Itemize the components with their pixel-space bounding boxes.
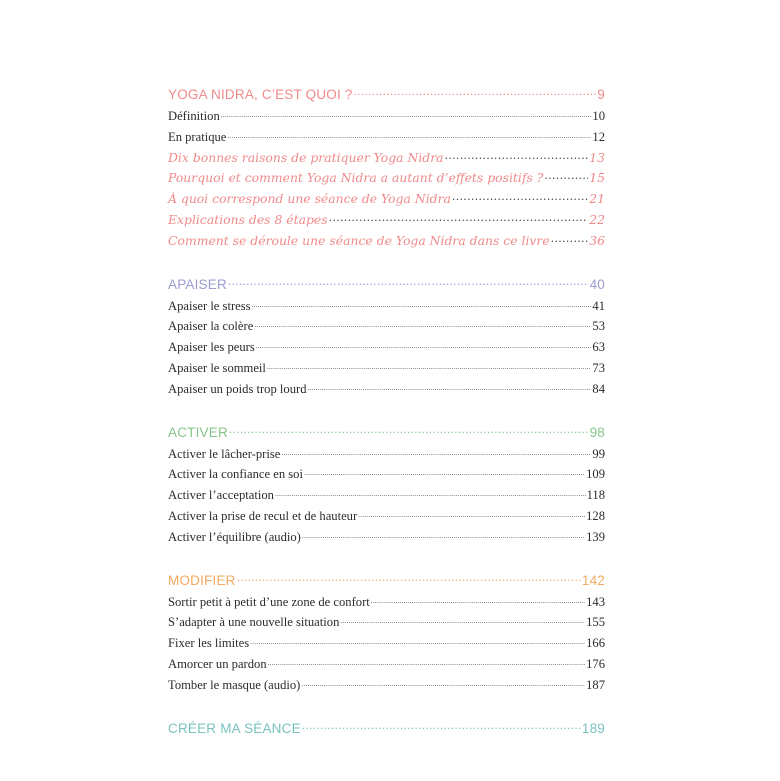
dot-leader bbox=[229, 418, 589, 440]
page-number: 155 bbox=[586, 615, 605, 630]
dot-leader bbox=[329, 208, 589, 229]
toc-entry-label: Amorcer un pardon bbox=[168, 656, 267, 671]
dot-leader bbox=[281, 443, 591, 464]
page-number: 118 bbox=[586, 488, 605, 503]
toc-entry-label: Activer la prise de recul et de hauteur bbox=[168, 508, 358, 523]
section-heading-label: CRÉER MA SÉANCE bbox=[168, 720, 301, 736]
toc-entry-label: En pratique bbox=[168, 129, 227, 144]
page-number: 166 bbox=[586, 636, 605, 651]
toc-entry[interactable] bbox=[168, 127, 605, 148]
toc-entry-label: Explications des 8 étapes bbox=[168, 211, 328, 227]
section-heading-apaiser[interactable] bbox=[168, 274, 605, 296]
page-number: 12 bbox=[592, 129, 605, 144]
page-number: 9 bbox=[597, 87, 605, 102]
dot-leader bbox=[452, 187, 588, 208]
section-activer bbox=[168, 422, 605, 548]
dot-leader bbox=[228, 270, 589, 292]
toc-entry-label: Apaiser les peurs bbox=[168, 340, 255, 355]
toc-entry[interactable] bbox=[168, 358, 605, 379]
page-number: 128 bbox=[586, 508, 605, 523]
dot-leader bbox=[445, 146, 589, 167]
section-yoga-nidra bbox=[168, 84, 605, 252]
dot-leader bbox=[221, 105, 592, 126]
section-heading-label: YOGA NIDRA, C’EST QUOI ? bbox=[168, 87, 353, 102]
page-number: 109 bbox=[586, 467, 605, 482]
toc-entry-label: Apaiser le sommeil bbox=[168, 360, 266, 375]
page-number: 98 bbox=[589, 424, 605, 440]
toc-entry-label: Apaiser le stress bbox=[168, 298, 251, 313]
dot-leader bbox=[256, 336, 592, 357]
toc-entry-label: Activer l’équilibre (audio) bbox=[168, 529, 301, 544]
page-number: 189 bbox=[581, 720, 605, 736]
toc-entry-label: Tomber le masque (audio) bbox=[168, 677, 301, 692]
dot-leader bbox=[268, 653, 585, 674]
toc-entry-highlighted[interactable] bbox=[168, 189, 605, 210]
dot-leader bbox=[250, 632, 585, 653]
toc-entry[interactable] bbox=[168, 633, 605, 654]
toc-entry[interactable] bbox=[168, 464, 605, 485]
section-heading-yoga-nidra[interactable] bbox=[168, 84, 605, 106]
toc-entry[interactable] bbox=[168, 527, 605, 548]
page-number: 53 bbox=[592, 319, 605, 334]
page-number: 15 bbox=[589, 170, 605, 186]
toc-entry-label: Activer l’acceptation bbox=[168, 488, 274, 503]
toc-entry-label: Apaiser un poids trop lourd bbox=[168, 381, 307, 396]
page-number: 187 bbox=[586, 677, 605, 692]
dot-leader bbox=[304, 463, 585, 484]
dot-leader bbox=[340, 611, 585, 632]
toc-entry-highlighted[interactable] bbox=[168, 210, 605, 231]
page-number: 73 bbox=[592, 360, 605, 375]
dot-leader bbox=[358, 505, 585, 526]
dot-leader bbox=[227, 126, 591, 147]
toc-entry-highlighted[interactable] bbox=[168, 231, 605, 252]
page-number: 36 bbox=[589, 232, 605, 248]
toc-entry-highlighted[interactable] bbox=[168, 168, 605, 189]
toc-entry-label: Activer la confiance en soi bbox=[168, 467, 303, 482]
toc-entry-label: À quoi correspond une séance de Yoga Nidra bbox=[168, 191, 451, 207]
dot-leader bbox=[254, 315, 591, 336]
section-apaiser bbox=[168, 274, 605, 400]
section-heading-label: ACTIVER bbox=[168, 424, 228, 440]
page-number: 10 bbox=[592, 109, 605, 123]
dot-leader bbox=[267, 357, 591, 378]
dot-leader bbox=[551, 229, 589, 250]
toc-entry[interactable] bbox=[168, 444, 605, 465]
section-modifier bbox=[168, 570, 605, 696]
toc-entry[interactable] bbox=[168, 485, 605, 506]
dot-leader bbox=[237, 566, 581, 588]
dot-leader bbox=[302, 526, 585, 547]
toc-entry[interactable] bbox=[168, 379, 605, 400]
page-number: 63 bbox=[592, 340, 605, 355]
dot-leader bbox=[308, 378, 592, 399]
dot-leader bbox=[275, 484, 586, 505]
toc-entry[interactable] bbox=[168, 337, 605, 358]
toc-entry-label: Fixer les limites bbox=[168, 636, 250, 651]
dot-leader bbox=[252, 295, 592, 316]
dot-leader bbox=[301, 674, 585, 695]
page-number: 176 bbox=[586, 656, 605, 671]
dot-leader bbox=[302, 714, 581, 736]
table-of-contents bbox=[168, 84, 605, 740]
toc-entry-label: Apaiser la colère bbox=[168, 319, 254, 334]
page-number: 22 bbox=[589, 211, 605, 227]
toc-entry-label: Dix bonnes raisons de pratiquer Yoga Nidra bbox=[168, 149, 444, 165]
toc-entry[interactable] bbox=[168, 506, 605, 527]
toc-entry-label: Pourquoi et comment Yoga Nidra a autant d’effets positifs ? bbox=[168, 170, 544, 186]
page-number: 99 bbox=[592, 446, 605, 461]
toc-entry[interactable] bbox=[168, 612, 605, 633]
page-number: 139 bbox=[586, 529, 605, 544]
section-heading-creer[interactable] bbox=[168, 718, 605, 740]
page-number: 143 bbox=[586, 594, 605, 609]
toc-entry[interactable] bbox=[168, 296, 605, 317]
toc-entry[interactable] bbox=[168, 316, 605, 337]
toc-entry[interactable] bbox=[168, 592, 605, 613]
page-number: 84 bbox=[592, 381, 605, 396]
toc-entry-label: Définition bbox=[168, 109, 220, 123]
toc-entry-highlighted[interactable] bbox=[168, 148, 605, 169]
page-number: 40 bbox=[589, 276, 605, 292]
toc-entry-label: S’adapter à une nouvelle situation bbox=[168, 615, 340, 630]
section-heading-label: APAISER bbox=[168, 276, 227, 292]
dot-leader bbox=[354, 80, 597, 102]
dot-leader bbox=[544, 166, 588, 187]
section-heading-label: MODIFIER bbox=[168, 572, 236, 588]
toc-entry[interactable] bbox=[168, 106, 605, 127]
section-creer bbox=[168, 718, 605, 740]
toc-entry-label: Activer le lâcher-prise bbox=[168, 446, 281, 461]
toc-entry-label: Sortir petit à petit d’une zone de confort bbox=[168, 594, 370, 609]
page-number: 21 bbox=[589, 191, 605, 207]
section-heading-activer[interactable] bbox=[168, 422, 605, 444]
dot-leader bbox=[371, 591, 585, 612]
page-number: 13 bbox=[589, 149, 605, 165]
page-number: 41 bbox=[592, 298, 605, 313]
section-heading-modifier[interactable] bbox=[168, 570, 605, 592]
page-number: 142 bbox=[581, 572, 605, 588]
toc-entry-label: Comment se déroule une séance de Yoga Nidra dans ce livre bbox=[168, 232, 550, 248]
toc-entry[interactable] bbox=[168, 654, 605, 675]
toc-entry[interactable] bbox=[168, 675, 605, 696]
